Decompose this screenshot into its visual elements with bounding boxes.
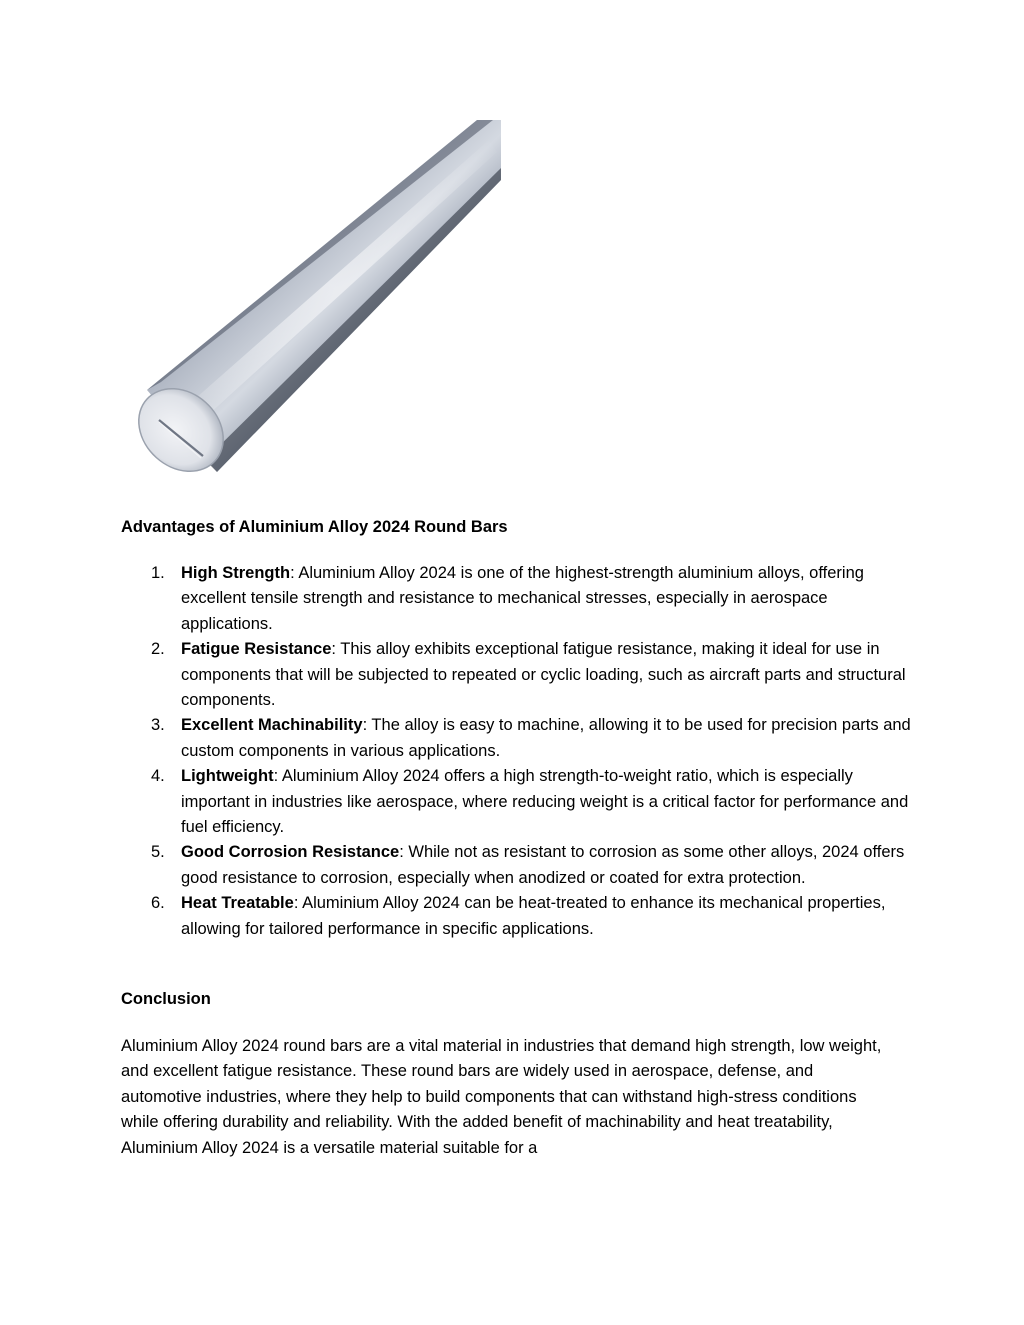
- list-item-term: Fatigue Resistance: [181, 640, 332, 659]
- list-item-text: : Aluminium Alloy 2024 offers a high strength-to-weight ratio, which is especially important in industries like aerospace, where reducing weight is a critical factor for performance and fuel efficiency.: [181, 767, 909, 837]
- list-item: [121, 637, 911, 713]
- list-item-text: : Aluminium Alloy 2024 can be heat-treated to enhance its mechanical properties, allowing for tailored performance in specific applications.: [181, 894, 886, 938]
- list-item: [121, 764, 911, 840]
- list-item-text: : This alloy exhibits exceptional fatigue resistance, making it ideal for use in components that will be subjected to repeated or cyclic loading, such as aircraft parts and structural components.: [181, 640, 906, 710]
- list-item-term: Good Corrosion Resistance: [181, 843, 400, 862]
- conclusion-heading: Conclusion: [121, 990, 211, 1008]
- list-item-number: 1.: [151, 564, 165, 582]
- list-item: [121, 891, 911, 942]
- conclusion-paragraph: Aluminium Alloy 2024 round bars are a vital material in industries that demand high strength, low weight, and excellent fatigue resistance. These round bars are widely used in aerospace, defense, and automotive industries, where they help to build components that can withstand high-stress conditions while offering durability and reliability. With the added benefit of machinability and heat treatability, Aluminium Alloy 2024 is a versatile material suitable for a: [121, 1037, 882, 1157]
- advantages-list: [121, 561, 911, 942]
- list-item: [121, 713, 911, 764]
- list-item-text: : Aluminium Alloy 2024 is one of the highest-strength aluminium alloys, offering excellent tensile strength and resistance to mechanical stresses, especially in aerospace applications.: [181, 564, 864, 633]
- advantages-heading: Advantages of Aluminium Alloy 2024 Round Bars: [121, 518, 508, 536]
- list-item-number: 3.: [151, 716, 165, 735]
- list-item-number: 4.: [151, 767, 165, 786]
- list-item-term: Excellent Machinability: [181, 716, 363, 735]
- list-item-number: 5.: [151, 843, 165, 862]
- list-item: [121, 840, 911, 891]
- list-item-number: 6.: [151, 894, 165, 913]
- list-item-text: : The alloy is easy to machine, allowing it to be used for precision parts and custom components in various applications.: [181, 716, 911, 760]
- aluminium-round-bar-image: [121, 120, 501, 492]
- list-item-term: High Strength: [181, 564, 291, 582]
- list-item-text: : While not as resistant to corrosion as some other alloys, 2024 offers good resistance to corrosion, especially when anodized or coated for extra protection.: [181, 843, 905, 887]
- list-item-number: 2.: [151, 640, 165, 659]
- list-item: [121, 561, 911, 637]
- list-item-term: Lightweight: [181, 767, 274, 786]
- list-item-term: Heat Treatable: [181, 894, 294, 913]
